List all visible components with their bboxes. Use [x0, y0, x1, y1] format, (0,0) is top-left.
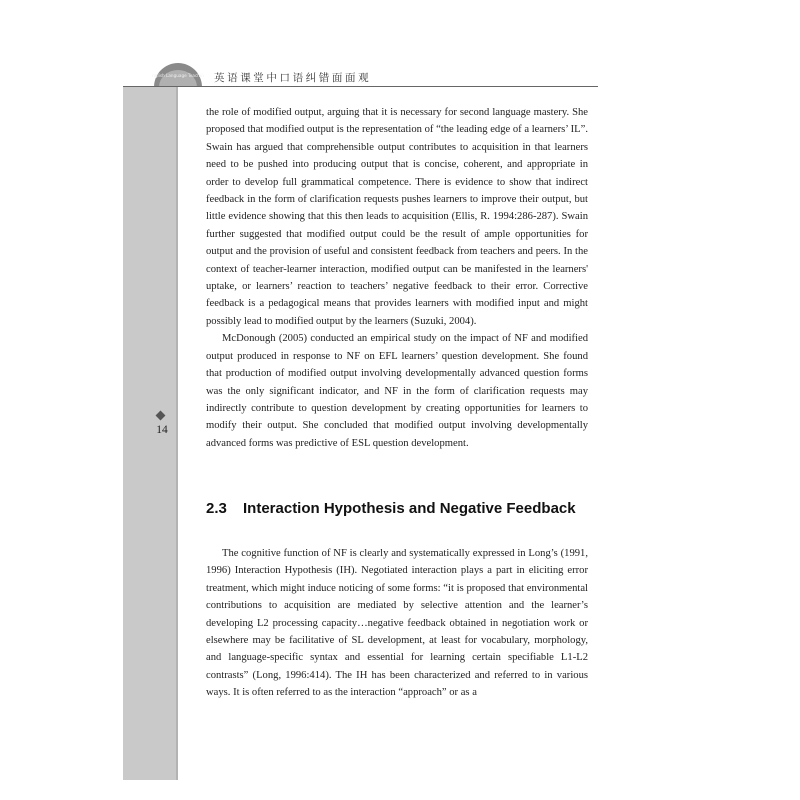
body-text-bottom [206, 545, 588, 702]
paragraph: McDonough (2005) conducted an empirical study on the impact of NF and modified output produced in response to NF on EFL learners’ question development. She found that production of modified output involving developmentally advanced question forms was the only significant indicator, and NF in the form of clarification requests may indirectly contribute to question development by creating opportunities for learners to modify their output. She concluded that modified output involving developmentally advanced forms was predictive of ESL question development. [206, 333, 588, 449]
paragraph: The cognitive function of NF is clearly and systematically expressed in Long’s (1991, 1996) Interaction Hypothesis (IH). Negotiated interaction plays a part in eliciting error treatment, which might induce noticing of some forms: “it is proposed that environmental contributions to acquisition are mediated by selective attention and the learner’s developing L2 processing capacity…negative feedback obtained in negotiation work or elsewhere may be facilitative of SL development, at least for vocabulary, morphology, and language-specific syntax and essential for learning certain specifiable L1-L2 contrasts” (Long, 1996:414). The IH has been characterized and referred to in various ways. It is often referred to as the interaction “approach” or as a [206, 548, 588, 699]
header-rule [123, 86, 598, 87]
margin-rule [176, 87, 178, 780]
section-heading [206, 500, 588, 517]
page-number: 14 [156, 424, 168, 436]
svg-text:English Language Teaching: English Language Teaching [152, 73, 204, 78]
section-number: 2.3 [206, 500, 227, 517]
header-logo [152, 60, 204, 87]
running-header: 英语课堂中口语纠错面面观 [214, 72, 372, 84]
body-text-top [206, 104, 588, 452]
section-title: Interaction Hypothesis and Negative Feedback [243, 500, 576, 517]
paragraph: the role of modified output, arguing that it is necessary for second language mastery. She proposed that modified output is the representation of “the leading edge of a learners’ IL”. Swain has argued that comprehensible output contributes to acquisition in that learners need to be pushed into producing output that is concise, coherent, and appropriate in order to develop full grammatical competence. There is evidence to show that indirect feedback in the form of clarification requests pushes learners to improve their output, but little evidence showing that this then leads to acquisition (Ellis, R. 1994:286-287). Swain further suggested that modified output could be the result of ample opportunities for output and the provision of useful and consistent feedback from teachers and peers. In the context of teacher-learner interaction, modified output can be manifested in the learners' uptake, or learners’ reaction to teachers’ negative feedback to their error. Corrective feedback is a pedagogical means that provides learners with modified input and might possibly lead to modified output by the learners (Suzuki, 2004). [206, 107, 588, 327]
